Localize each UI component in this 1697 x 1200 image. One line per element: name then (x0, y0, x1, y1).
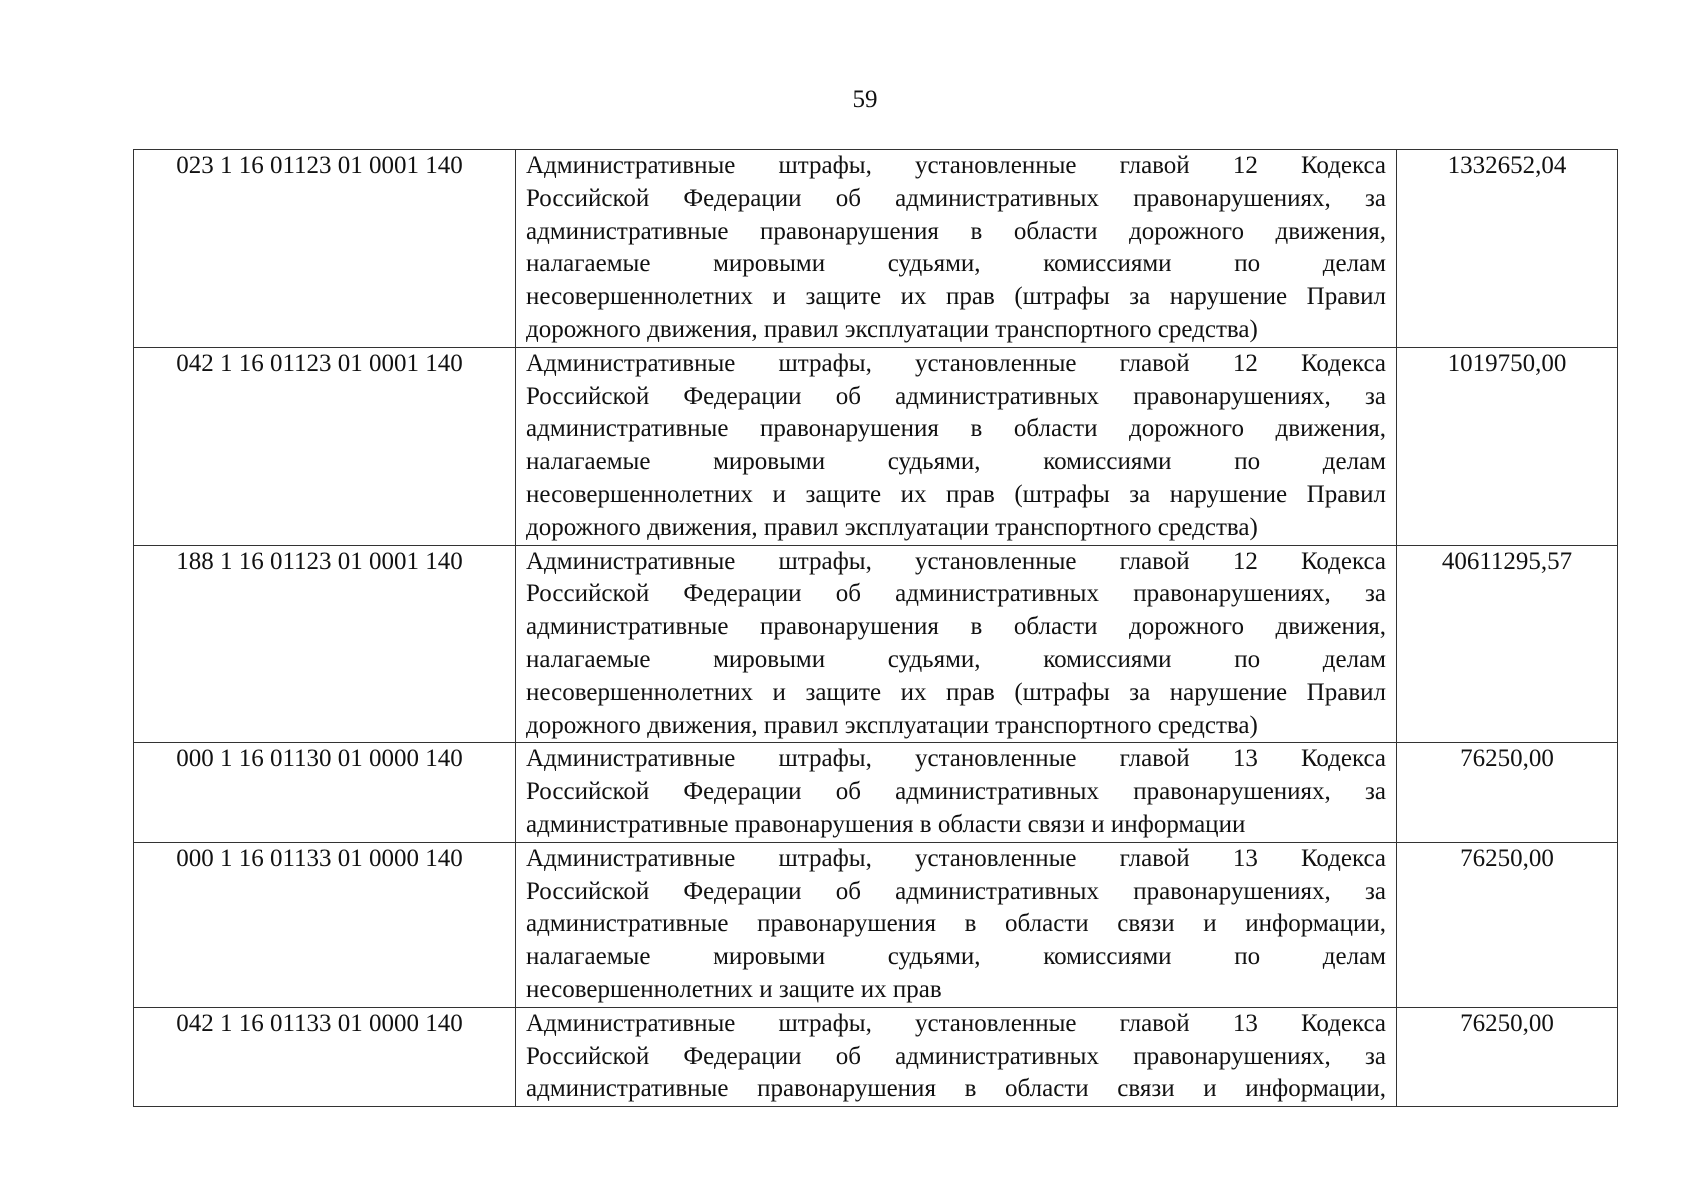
description-cell (516, 743, 1397, 842)
budget-code-cell: 188 1 16 01123 01 0001 140 (134, 545, 516, 743)
description-line: Российской Федерации об административных правонарушениях, за (526, 382, 1386, 410)
description-line: дорожного движения, правил эксплуатации транспортного средства) (526, 513, 1258, 541)
table-row (134, 842, 1618, 1007)
table-row (134, 743, 1618, 842)
description-line: налагаемые мировыми судьями, комиссиями по делам (526, 448, 1386, 476)
budget-code-cell: 042 1 16 01133 01 0000 140 (134, 1007, 516, 1106)
description-line: несовершеннолетних и защите их прав (526, 975, 942, 1003)
amount-cell: 76250,00 (1397, 842, 1618, 1007)
description-line: Административные штрафы, установленные главой 13 Кодекса (526, 844, 1386, 872)
amount-cell: 76250,00 (1397, 1007, 1618, 1106)
table-row (134, 150, 1618, 348)
budget-code-cell: 000 1 16 01133 01 0000 140 (134, 842, 516, 1007)
description-line: Российской Федерации об административных правонарушениях, за (526, 877, 1386, 905)
description-line: дорожного движения, правил эксплуатации транспортного средства) (526, 315, 1258, 343)
table-row (134, 1007, 1618, 1106)
description-line: административные правонарушения в области дорожного движения, (526, 415, 1386, 443)
description-line: административные правонарушения в области связи и информации, (526, 910, 1386, 938)
description-line: административные правонарушения в области связи и информации (526, 810, 1246, 838)
description-line: Российской Федерации об административных правонарушениях, за (526, 778, 1386, 806)
description-line: несовершеннолетних и защите их прав (штрафы за нарушение Правил (526, 283, 1386, 311)
description-line: несовершеннолетних и защите их прав (штрафы за нарушение Правил (526, 678, 1386, 706)
description-line: налагаемые мировыми судьями, комиссиями по делам (526, 943, 1386, 971)
description-cell (516, 150, 1397, 348)
table-row (134, 347, 1618, 545)
amount-cell: 1019750,00 (1397, 347, 1618, 545)
budget-revenue-table (133, 149, 1618, 1107)
amount-cell: 76250,00 (1397, 743, 1618, 842)
description-line: налагаемые мировыми судьями, комиссиями по делам (526, 250, 1386, 278)
description-line: Административные штрафы, установленные главой 12 Кодекса (526, 152, 1386, 179)
amount-cell: 1332652,04 (1397, 150, 1618, 348)
description-line: Административные штрафы, установленные главой 12 Кодекса (526, 547, 1386, 575)
page-number: 59 (852, 86, 878, 113)
budget-code-cell: 023 1 16 01123 01 0001 140 (134, 150, 516, 348)
budget-code-cell: 042 1 16 01123 01 0001 140 (134, 347, 516, 545)
description-line: Административные штрафы, установленные главой 13 Кодекса (526, 1009, 1386, 1037)
description-line: Административные штрафы, установленные главой 13 Кодекса (526, 745, 1386, 773)
description-cell (516, 545, 1397, 743)
description-line: административные правонарушения в области дорожного движения, (526, 613, 1386, 641)
description-line: Российской Федерации об административных правонарушениях, за (526, 184, 1386, 212)
description-line: налагаемые мировыми судьями, комиссиями по делам (526, 645, 1386, 673)
description-line: Российской Федерации об административных правонарушениях, за (526, 580, 1386, 608)
description-line: дорожного движения, правил эксплуатации транспортного средства) (526, 711, 1258, 739)
description-cell (516, 347, 1397, 545)
description-line: административные правонарушения в области дорожного движения, (526, 217, 1386, 245)
amount-cell: 40611295,57 (1397, 545, 1618, 743)
description-cell (516, 842, 1397, 1007)
description-line: несовершеннолетних и защите их прав (штрафы за нарушение Правил (526, 480, 1386, 508)
budget-code-cell: 000 1 16 01130 01 0000 140 (134, 743, 516, 842)
description-line: Российской Федерации об административных правонарушениях, за (526, 1042, 1386, 1070)
table-row (134, 545, 1618, 743)
description-line: Административные штрафы, установленные главой 12 Кодекса (526, 349, 1386, 377)
description-line: административные правонарушения в области связи и информации, (526, 1075, 1386, 1103)
description-cell (516, 1007, 1397, 1106)
